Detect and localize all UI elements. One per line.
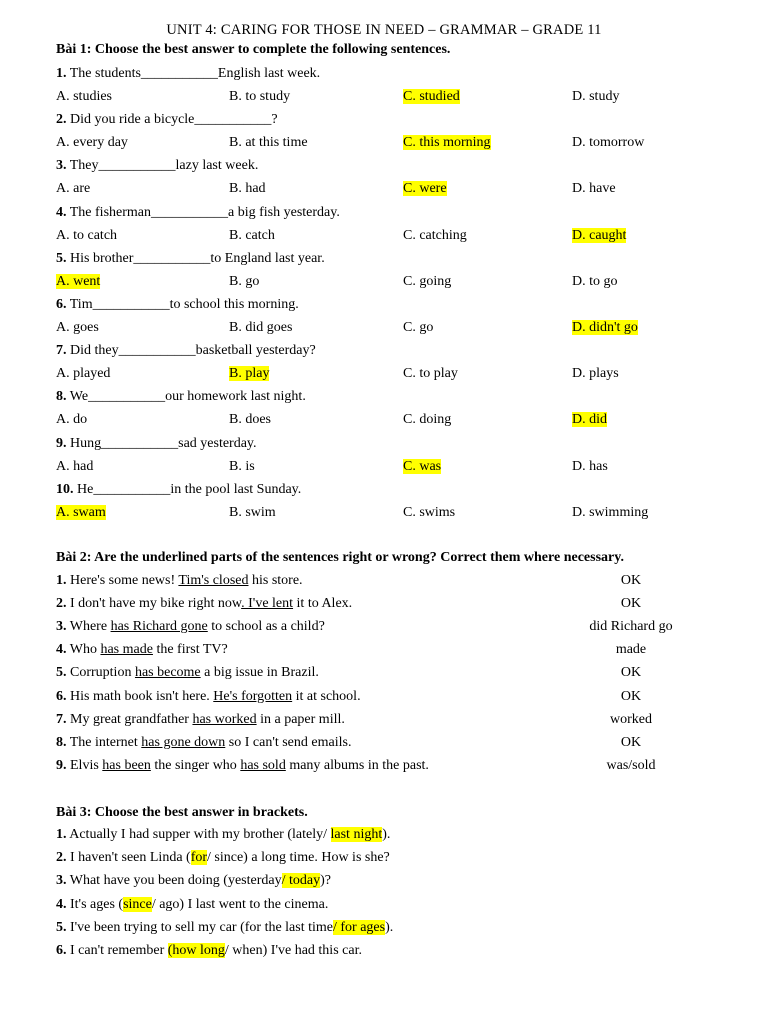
underlined-part: has been — [102, 757, 151, 773]
sentence-text: the singer who — [150, 757, 241, 773]
correct-answer-highlight: B. play — [229, 366, 270, 382]
sentence-text: to school as a child? — [207, 619, 325, 635]
sentence-item — [56, 733, 351, 753]
answer-option — [403, 179, 447, 199]
answer-option — [56, 272, 100, 292]
question-stem — [56, 64, 320, 84]
answer-option — [403, 410, 451, 430]
section3-heading — [56, 803, 308, 823]
section2-instruction: Are the underlined parts of the sentences right or wrong? Correct them where necessary. — [91, 550, 624, 565]
sentence-text: / ago) I last went to the cinema. — [151, 896, 329, 912]
correction-answer: made — [615, 642, 647, 658]
item-number: 5. — [56, 665, 67, 681]
sentence-text: Corruption — [66, 665, 135, 681]
sentence-text: / when) I've had this car. — [224, 943, 362, 958]
answer-option — [572, 457, 608, 477]
sentence-text: The internet — [66, 734, 142, 750]
sentence-text: Elvis — [66, 757, 103, 773]
question-number: 7. — [56, 343, 67, 359]
option-text: A. studies — [56, 89, 112, 104]
option-text: B. had — [229, 181, 266, 197]
answer-option — [56, 503, 106, 523]
option-text: D. have — [572, 181, 616, 197]
correction-answer: OK — [620, 688, 642, 704]
answer-option — [572, 87, 619, 107]
item-number: 3. — [56, 619, 67, 635]
option-text: A. are — [56, 181, 91, 197]
question-text-before: They — [66, 158, 99, 174]
sentence-text: )? — [320, 873, 332, 889]
answer-option — [229, 318, 292, 338]
section3-instruction: Choose the best answer in brackets. — [91, 805, 308, 820]
underlined-part: . I've lent — [241, 596, 294, 612]
item-number: 4. — [56, 642, 67, 658]
sentence-text: ). — [382, 827, 391, 842]
underlined-part: has gone down — [141, 734, 226, 750]
item-number: 9. — [56, 757, 67, 773]
correction-answer: OK — [620, 596, 642, 612]
sentence-text: I don't have my bike right now — [66, 596, 242, 612]
question-text-before: Did they — [66, 343, 119, 359]
sentence-text: ). — [385, 919, 394, 935]
question-text-after: ? — [271, 112, 278, 128]
question-text-after: in the pool last Sunday. — [170, 481, 302, 497]
question-stem — [56, 156, 258, 176]
question-number: 6. — [56, 297, 67, 312]
correct-answer-highlight: A. went — [56, 273, 101, 289]
correct-choice-highlight: last night — [330, 827, 383, 842]
option-text: A. played — [56, 366, 111, 382]
item-number: 2. — [56, 596, 67, 612]
sentence-item — [56, 640, 228, 660]
sentence-text: / since) a long time. How is she? — [207, 850, 390, 866]
question-text-before: We — [66, 389, 89, 405]
bracket-item — [56, 895, 328, 915]
answer-option — [572, 318, 638, 338]
sentence-text: his store. — [248, 573, 303, 588]
question-stem — [56, 341, 316, 361]
question-text-after: a big fish yesterday. — [228, 204, 340, 220]
answer-option — [56, 226, 117, 246]
correct-choice-highlight: / today — [281, 873, 321, 889]
question-text-after: lazy last week. — [175, 158, 259, 174]
answer-option — [572, 272, 618, 292]
correction-answer: was/sold — [606, 757, 656, 773]
sentence-text: What have you been doing (yesterday — [66, 873, 282, 889]
question-text-before: The students — [66, 66, 141, 81]
answer-blank: ___________ — [151, 204, 228, 220]
question-text-after: basketball yesterday? — [195, 343, 316, 359]
correct-answer-highlight: C. studied — [403, 89, 460, 104]
item-number: 8. — [56, 734, 67, 750]
answer-option — [56, 410, 87, 430]
option-text: B. to study — [229, 89, 291, 104]
question-stem — [56, 110, 278, 130]
option-text: D. tomorrow — [572, 135, 645, 151]
question-text-before: Tim — [66, 297, 93, 312]
answer-option — [572, 364, 619, 384]
sentence-text: a big issue in Brazil. — [200, 665, 319, 681]
correct-answer-highlight: D. caught — [572, 227, 627, 243]
question-stem — [56, 295, 299, 315]
correct-choice-highlight: since — [123, 896, 152, 912]
sentence-text: Here's some news! — [66, 573, 179, 588]
option-text: D. has — [572, 458, 608, 474]
correct-choice-highlight: / for ages — [333, 919, 386, 935]
answer-option — [403, 226, 467, 246]
underlined-part: has made — [100, 642, 153, 658]
question-text-before: His brother — [66, 250, 134, 266]
sentence-item — [56, 594, 352, 614]
section1-instruction: Choose the best answer to complete the following sentences. — [91, 42, 451, 57]
sentence-item — [56, 756, 429, 776]
answer-option — [403, 503, 455, 523]
sentence-text: it at school. — [292, 688, 361, 704]
item-number: 2. — [56, 850, 67, 866]
option-text: C. to play — [403, 366, 458, 382]
option-text: D. study — [572, 89, 620, 104]
answer-option — [229, 364, 269, 384]
item-number: 4. — [56, 896, 67, 912]
question-text-before: Hung — [66, 435, 102, 451]
option-text: C. going — [403, 273, 452, 289]
correct-answer-highlight: C. this morning — [403, 135, 491, 151]
question-text-before: The fisherman — [66, 204, 151, 220]
question-text-after: to England last year. — [210, 250, 325, 266]
section3-label: Bài 3: — [56, 805, 92, 820]
answer-blank: ___________ — [93, 481, 171, 497]
sentence-text: the first TV? — [152, 642, 228, 658]
sentence-text: It's ages ( — [66, 896, 124, 912]
option-text: B. swim — [229, 504, 276, 520]
sentence-text: so I can't send emails. — [225, 734, 352, 750]
sentence-text: I've been trying to sell my car (for the last time — [66, 919, 333, 935]
correct-answer-highlight: C. was — [403, 458, 442, 474]
question-stem — [56, 203, 340, 223]
answer-option — [403, 457, 441, 477]
answer-blank: ___________ — [140, 66, 218, 81]
answer-option — [229, 133, 308, 153]
question-number: 3. — [56, 158, 67, 174]
item-number: 6. — [56, 943, 67, 958]
option-text: B. catch — [229, 227, 275, 243]
answer-option — [56, 457, 93, 477]
answer-option — [56, 179, 90, 199]
underlined-part: Tim's closed — [178, 573, 249, 588]
correct-answer-highlight: C. were — [403, 181, 447, 197]
sentence-text: My great grandfather — [66, 711, 193, 727]
correction-answer: OK — [620, 665, 642, 681]
answer-option — [403, 133, 491, 153]
underlined-part: has worked — [192, 711, 257, 727]
section2-heading — [56, 548, 624, 568]
option-text: A. do — [56, 412, 88, 428]
question-stem — [56, 480, 301, 500]
answer-blank: ___________ — [88, 389, 166, 405]
answer-option — [572, 410, 607, 430]
option-text: A. every day — [56, 135, 128, 151]
question-stem — [56, 387, 306, 407]
question-text-before: He — [73, 481, 94, 497]
correct-choice-highlight: for — [190, 850, 208, 866]
sentence-text: Actually I had supper with my brother (lately/ — [66, 827, 331, 842]
underlined-part: has sold — [240, 757, 286, 773]
answer-option — [572, 226, 626, 246]
option-text: C. swims — [403, 504, 456, 520]
correct-answer-highlight: D. didn't go — [572, 320, 638, 335]
sentence-text: His math book isn't here. — [66, 688, 214, 704]
sentence-text: many albums in the past. — [285, 757, 429, 773]
question-number: 8. — [56, 389, 67, 405]
underlined-part: He's forgotten — [213, 688, 293, 704]
underlined-part: has become — [134, 665, 201, 681]
answer-option — [56, 364, 110, 384]
option-text: C. catching — [403, 227, 467, 243]
sentence-item — [56, 617, 325, 637]
answer-option — [56, 133, 128, 153]
answer-option — [229, 503, 276, 523]
question-text-after: to school this morning. — [169, 297, 299, 312]
answer-blank: ___________ — [194, 112, 272, 128]
option-text: D. swimming — [572, 504, 649, 520]
answer-option — [229, 87, 290, 107]
answer-option — [572, 133, 644, 153]
correct-answer-highlight: A. swam — [56, 504, 106, 520]
option-text: B. go — [229, 273, 260, 289]
bracket-item — [56, 825, 390, 845]
answer-option — [572, 503, 648, 523]
underlined-part: has Richard gone — [110, 619, 208, 635]
answer-option — [572, 179, 616, 199]
sentence-text: I can't remember — [66, 943, 168, 958]
item-number: 1. — [56, 573, 67, 588]
sentence-item — [56, 687, 361, 707]
sentence-item — [56, 571, 303, 591]
correct-answer-highlight: D. did — [572, 412, 607, 428]
correction-answer: OK — [620, 734, 642, 750]
option-text: B. is — [229, 458, 255, 474]
question-number: 10. — [56, 481, 74, 497]
answer-option — [403, 318, 433, 338]
answer-option — [229, 179, 266, 199]
item-number: 1. — [56, 827, 67, 842]
sentence-item — [56, 710, 345, 730]
option-text: A. had — [56, 458, 94, 474]
answer-option — [56, 318, 99, 338]
option-text: D. to go — [572, 273, 618, 289]
question-text-after: English last week. — [217, 66, 321, 81]
section1-label: Bài 1: — [56, 42, 92, 57]
answer-option — [229, 457, 255, 477]
question-number: 2. — [56, 112, 67, 128]
section1-heading — [56, 40, 450, 60]
bracket-item — [56, 848, 390, 868]
bracket-item — [56, 918, 393, 938]
answer-option — [229, 226, 275, 246]
option-text: B. did goes — [229, 320, 293, 335]
sentence-text: I haven't seen Linda ( — [66, 850, 191, 866]
answer-blank: ___________ — [133, 250, 211, 266]
sentence-text: in a paper mill. — [256, 711, 345, 727]
item-number: 7. — [56, 711, 67, 727]
answer-option — [403, 272, 451, 292]
correct-choice-highlight: (how long — [167, 943, 225, 958]
page-title: UNIT 4: CARING FOR THOSE IN NEED – GRAMMAR – GRADE 11 — [166, 22, 602, 38]
item-number: 5. — [56, 919, 67, 935]
option-text: D. plays — [572, 366, 619, 382]
answer-option — [403, 87, 460, 107]
sentence-text: Who — [66, 642, 101, 658]
correction-answer: did Richard go — [589, 619, 673, 635]
bracket-item — [56, 941, 362, 961]
answer-blank: ___________ — [118, 343, 196, 359]
option-text: C. doing — [403, 412, 452, 428]
question-stem — [56, 434, 257, 454]
option-text: A. to catch — [56, 227, 118, 243]
bracket-item — [56, 871, 331, 891]
question-number: 9. — [56, 435, 67, 451]
question-text-before: Did you ride a bicycle — [66, 112, 195, 128]
answer-blank: ___________ — [101, 435, 179, 451]
question-text-after: our homework last night. — [165, 389, 306, 405]
question-text-after: sad yesterday. — [178, 435, 257, 451]
question-number: 5. — [56, 250, 67, 266]
answer-option — [56, 87, 112, 107]
option-text: B. does — [229, 412, 271, 428]
option-text: C. go — [403, 320, 434, 335]
sentence-item — [56, 663, 319, 683]
answer-blank: ___________ — [92, 297, 170, 312]
question-stem — [56, 249, 325, 269]
answer-option — [403, 364, 458, 384]
section2-label: Bài 2: — [56, 550, 92, 565]
sentence-text: Where — [66, 619, 111, 635]
correction-answer: worked — [610, 711, 652, 727]
question-number: 1. — [56, 66, 67, 81]
answer-blank: ___________ — [98, 158, 176, 174]
item-number: 6. — [56, 688, 67, 704]
option-text: B. at this time — [229, 135, 308, 151]
question-number: 4. — [56, 204, 67, 220]
answer-option — [229, 272, 259, 292]
answer-option — [229, 410, 271, 430]
option-text: A. goes — [56, 320, 99, 335]
sentence-text: it to Alex. — [293, 596, 353, 612]
item-number: 3. — [56, 873, 67, 889]
correction-answer: OK — [620, 573, 642, 588]
